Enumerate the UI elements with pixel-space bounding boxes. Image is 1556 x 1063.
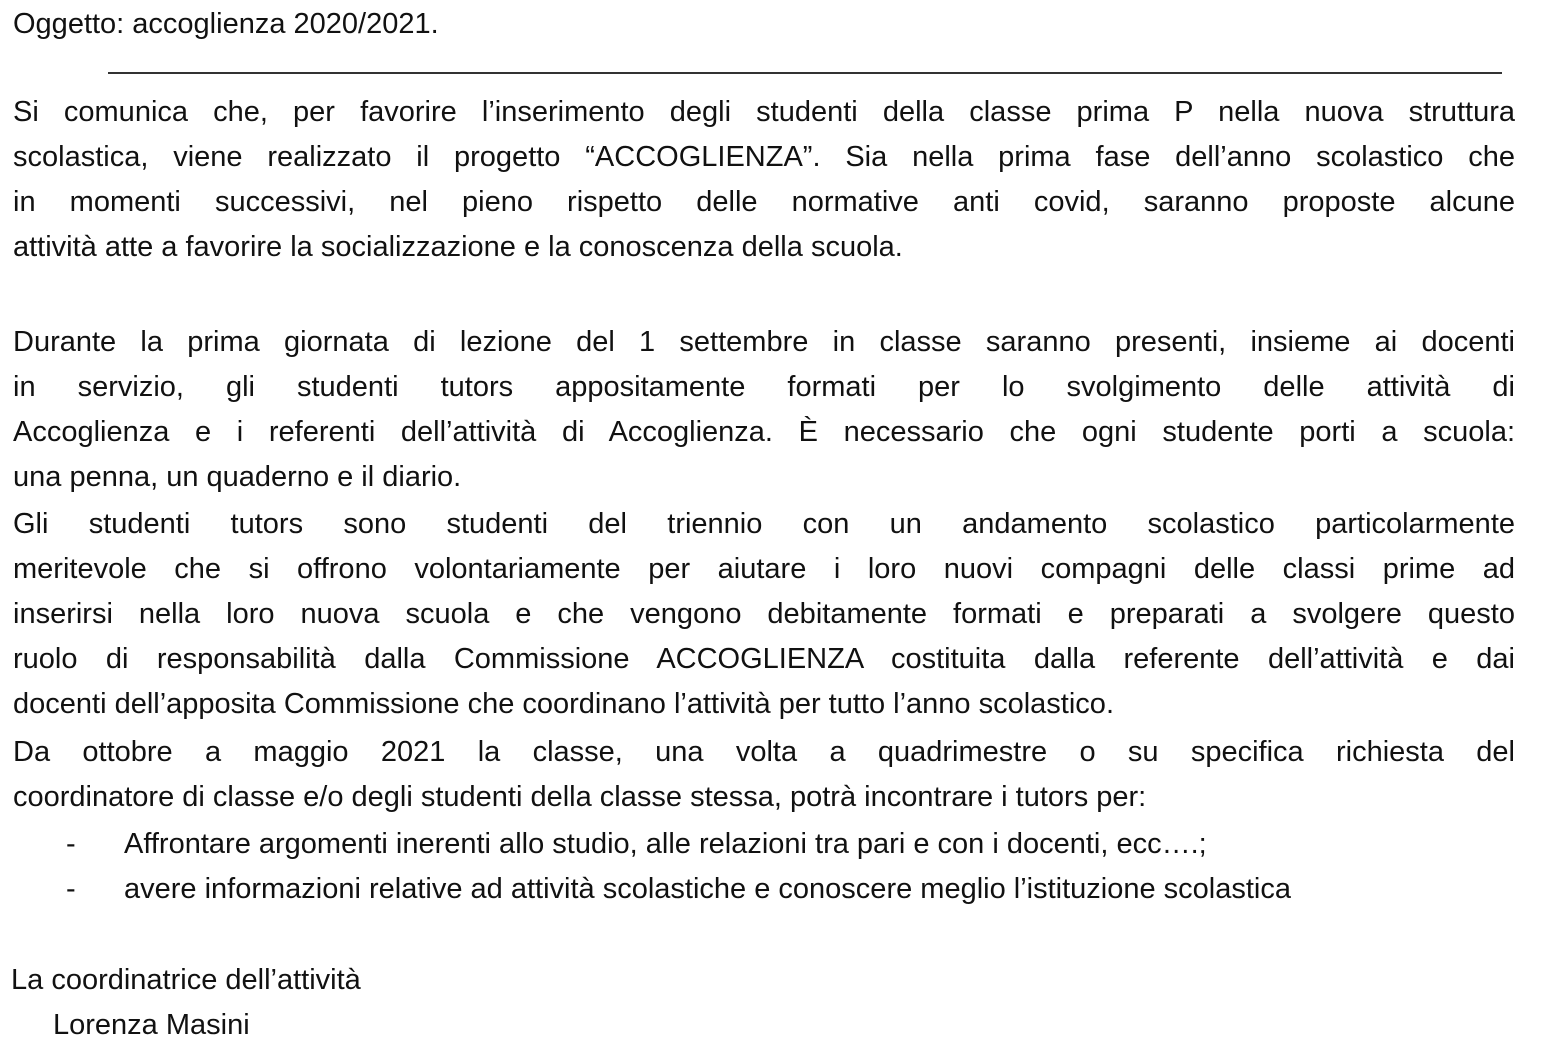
paragraph-intro — [13, 90, 1515, 270]
signature-block — [11, 958, 361, 1048]
paragraph-line: inserirsi nella loro nuova scuola e che vengono debitamente formati e preparati a svolgere questo — [13, 598, 1515, 630]
paragraph-line: Si comunica che, per favorire l’inserimento degli studenti della classe prima P nella nuova struttura — [13, 96, 1515, 128]
paragraph-line: attività atte a favorire la socializzazione e la conoscenza della scuola. — [13, 231, 903, 263]
signature-name: Lorenza Masini — [53, 1009, 250, 1041]
paragraph-line: Da ottobre a maggio 2021 la classe, una volta a quadrimestre o su specifica richiesta del — [13, 736, 1515, 768]
signature-role: La coordinatrice dell’attività — [11, 964, 361, 996]
paragraph-line: meritevole che si offrono volontariamente per aiutare i loro nuovi compagni delle classi prime ad — [13, 553, 1515, 585]
list-item — [0, 822, 1540, 867]
bullet-marker: - — [66, 873, 76, 905]
bullet-list — [0, 822, 1540, 912]
paragraph-line: Gli studenti tutors sono studenti del triennio con un andamento scolastico particolarmente — [13, 508, 1515, 540]
bullet-text: Affrontare argomenti inerenti allo studio, alle relazioni tra pari e con i docenti, ecc….; — [124, 828, 1207, 860]
paragraph-tutors — [13, 502, 1515, 727]
paragraph-line: coordinatore di classe e/o degli studenti della classe stessa, potrà incontrare i tutors per: — [13, 781, 1147, 813]
paragraph-line: scolastica, viene realizzato il progetto “ACCOGLIENZA”. Sia nella prima fase dell’anno scolastico che — [13, 141, 1515, 173]
bullet-text: avere informazioni relative ad attività scolastiche e conoscere meglio l’istituzione scolastica — [124, 873, 1291, 905]
bullet-marker: - — [66, 828, 76, 860]
paragraph-line: Accoglienza e i referenti dell’attività di Accoglienza. È necessario che ogni studente porti a scuola: — [13, 416, 1515, 448]
paragraph-line: in momenti successivi, nel pieno rispetto delle normative anti covid, saranno proposte alcune — [13, 186, 1515, 218]
paragraph-line: ruolo di responsabilità dalla Commissione ACCOGLIENZA costituita dalla referente dell’attività e dai — [13, 643, 1515, 675]
divider-line — [108, 72, 1502, 74]
subject-line: Oggetto: accoglienza 2020/2021. — [13, 8, 439, 40]
paragraph-schedule — [13, 730, 1515, 820]
paragraph-line: Durante la prima giornata di lezione del 1 settembre in classe saranno presenti, insieme ai docenti — [13, 326, 1515, 358]
list-item — [0, 867, 1540, 912]
paragraph-first-day — [13, 320, 1515, 500]
paragraph-line: docenti dell’apposita Commissione che coordinano l’attività per tutto l’anno scolastico. — [13, 688, 1114, 720]
paragraph-line: una penna, un quaderno e il diario. — [13, 461, 462, 493]
paragraph-line: in servizio, gli studenti tutors appositamente formati per lo svolgimento delle attività di — [13, 371, 1515, 403]
